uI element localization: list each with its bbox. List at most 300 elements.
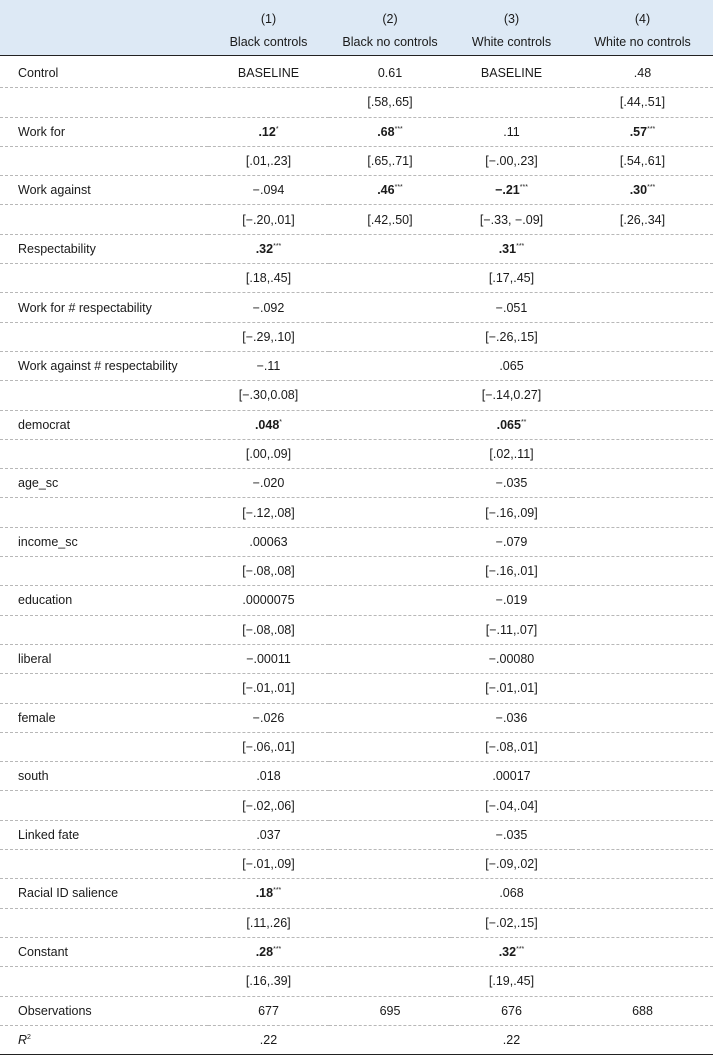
table-cell (451, 937, 572, 966)
table-cell (451, 762, 572, 791)
cell-value: .065 (499, 359, 524, 374)
cell-value: .00017 (492, 769, 531, 784)
row-label (0, 908, 208, 937)
table-cell (329, 967, 451, 996)
table-cell (329, 615, 451, 644)
col-number: (1) (208, 0, 329, 28)
coef-value-bold: .30 (629, 183, 648, 198)
ci-row (0, 146, 713, 175)
cell-value: .11 (503, 124, 520, 139)
row-label: south (0, 762, 208, 791)
table-cell (572, 234, 713, 263)
table-cell (208, 146, 329, 175)
table-cell (572, 967, 713, 996)
cell-value: −.094 (252, 183, 285, 198)
table-cell (208, 615, 329, 644)
col-number: (4) (572, 0, 713, 28)
cell-value: [.26,.34] (619, 212, 666, 227)
cell-value: [−.11,.07] (485, 622, 538, 637)
table-cell (572, 56, 713, 88)
table-cell (208, 674, 329, 703)
table-cell (329, 264, 451, 293)
table-cell (572, 879, 713, 908)
coef-value-bold: .31 (498, 241, 517, 256)
table-cell (208, 56, 329, 88)
table-cell (572, 674, 713, 703)
table-cell (451, 264, 572, 293)
ci-row (0, 88, 713, 117)
coef-value-bold: .57 (629, 124, 648, 139)
table-cell (572, 146, 713, 175)
col-number: (3) (451, 0, 572, 28)
table-cell (451, 967, 572, 996)
cell-value: [.54,.61] (619, 154, 666, 169)
cell-value: [.58,.65] (367, 95, 413, 110)
cell-value: [−.00,.23] (485, 154, 538, 169)
table-row (0, 762, 713, 791)
table-cell (208, 850, 329, 879)
row-label: Respectability (0, 234, 208, 263)
cell-value: [−.02,.06] (242, 798, 295, 813)
table-cell (208, 791, 329, 820)
table-cell (329, 381, 451, 410)
cell-value: [−.16,.09] (485, 505, 538, 520)
header-row-numbers (0, 0, 713, 28)
table-cell (208, 176, 329, 205)
table-cell (451, 351, 572, 380)
table-row (0, 293, 713, 322)
significance-stars: *** (516, 242, 525, 250)
cell-value: [.18,.45] (245, 271, 292, 286)
table-cell (329, 439, 451, 468)
table-cell (451, 615, 572, 644)
table-cell (329, 674, 451, 703)
cell-value: −.092 (252, 300, 285, 315)
cell-value: [−.26,.15] (485, 329, 538, 344)
table-cell (329, 234, 451, 263)
table-cell (329, 908, 451, 937)
significance-stars: *** (516, 945, 525, 953)
table-cell (451, 850, 572, 879)
row-label (0, 88, 208, 117)
table-cell (451, 117, 572, 146)
table-cell (208, 996, 329, 1025)
cell-value: [−.09,.02] (485, 857, 538, 872)
cell-value: [−.16,.01] (485, 564, 538, 579)
table-cell (451, 205, 572, 234)
table-row (0, 644, 713, 673)
table-cell (208, 439, 329, 468)
cell-value: [.16,.39] (245, 974, 292, 989)
table-cell (451, 469, 572, 498)
table-cell (451, 557, 572, 586)
table-cell (208, 937, 329, 966)
table-cell (208, 205, 329, 234)
table-cell (451, 88, 572, 117)
significance-stars: *** (273, 945, 282, 953)
table-cell (572, 557, 713, 586)
table-cell (329, 117, 451, 146)
table-cell: .22 (208, 1025, 329, 1054)
table-cell (329, 557, 451, 586)
table-cell (451, 293, 572, 322)
table-row (0, 879, 713, 908)
significance-stars: * (279, 418, 283, 426)
table-cell (451, 908, 572, 937)
cell-value: −.036 (495, 710, 528, 725)
cell-value: [−.12,.08] (242, 505, 295, 520)
table-cell (572, 293, 713, 322)
table-cell (451, 644, 572, 673)
ci-row (0, 205, 713, 234)
cell-value: 0.61 (377, 66, 403, 81)
table-cell (208, 879, 329, 908)
significance-stars: *** (519, 184, 528, 192)
table-cell (572, 88, 713, 117)
row-label: Racial ID salience (0, 879, 208, 908)
cell-value: [.42,.50] (367, 212, 413, 227)
table-cell (208, 967, 329, 996)
table-cell (329, 644, 451, 673)
coef-value-bold: .32 (498, 945, 517, 960)
table-row (0, 937, 713, 966)
ci-row (0, 264, 713, 293)
cell-value: .068 (499, 886, 524, 901)
table-cell (572, 850, 713, 879)
table-cell (572, 264, 713, 293)
table-cell (208, 908, 329, 937)
table-cell (572, 381, 713, 410)
cell-value: [−.14,0.27] (481, 388, 542, 403)
cell-value: .00063 (249, 534, 288, 549)
cell-value: [−.29,.10] (242, 329, 295, 344)
table-cell (572, 410, 713, 439)
row-label: Work for # respectability (0, 293, 208, 322)
row-label (0, 498, 208, 527)
col-number: (2) (329, 0, 451, 28)
table-cell (208, 351, 329, 380)
table-cell (572, 644, 713, 673)
table-cell (208, 234, 329, 263)
table-cell (329, 937, 451, 966)
table-cell (329, 996, 451, 1025)
table-cell (208, 322, 329, 351)
cell-value: [−.20,.01] (242, 212, 295, 227)
row-label: Work against (0, 176, 208, 205)
table-cell (451, 381, 572, 410)
ci-row (0, 791, 713, 820)
significance-stars: *** (394, 125, 403, 133)
table-cell (572, 117, 713, 146)
table-row (0, 351, 713, 380)
table-row (0, 586, 713, 615)
cell-value: .018 (256, 769, 281, 784)
table-cell (208, 703, 329, 732)
row-label: age_sc (0, 469, 208, 498)
table-cell (208, 498, 329, 527)
table-cell (572, 527, 713, 556)
cell-value: −.035 (495, 476, 528, 491)
table-cell (329, 703, 451, 732)
table-row (0, 234, 713, 263)
row-label: Constant (0, 937, 208, 966)
table-cell (329, 410, 451, 439)
row-label: Control (0, 56, 208, 88)
coef-value-bold: .065 (496, 417, 521, 432)
cell-value: 677 (258, 1003, 279, 1018)
row-label (0, 1025, 208, 1054)
table-cell (572, 615, 713, 644)
table-cell (208, 410, 329, 439)
table-cell (329, 56, 451, 88)
table-cell (451, 703, 572, 732)
table-cell (329, 469, 451, 498)
row-label (0, 322, 208, 351)
cell-value: [.11,.26] (246, 915, 291, 930)
coef-value-bold: .048 (254, 417, 280, 432)
row-label (0, 850, 208, 879)
header-corner (0, 28, 208, 56)
row-label (0, 674, 208, 703)
table-cell (329, 322, 451, 351)
table-header (0, 0, 713, 56)
table-cell (451, 820, 572, 849)
table-cell (329, 1025, 451, 1054)
table-cell (208, 381, 329, 410)
table-row (0, 527, 713, 556)
table-cell (572, 176, 713, 205)
table-cell (572, 996, 713, 1025)
coef-value-bold: −.21 (495, 183, 520, 198)
cell-value: [−.01,.01] (485, 681, 538, 696)
cell-value: [−.02,.15] (485, 915, 538, 930)
table-cell (329, 527, 451, 556)
table-cell (329, 586, 451, 615)
cell-value: [.02,.11] (489, 447, 534, 461)
row-label: female (0, 703, 208, 732)
coef-value-bold: .28 (255, 945, 274, 960)
ci-row (0, 615, 713, 644)
table-cell (451, 410, 572, 439)
table-cell (208, 557, 329, 586)
table-cell (451, 732, 572, 761)
cell-value: [−.01,.01] (242, 681, 295, 696)
table-cell (329, 762, 451, 791)
table-cell (451, 498, 572, 527)
row-label: Linked fate (0, 820, 208, 849)
table-cell (329, 791, 451, 820)
cell-value: BASELINE (480, 66, 543, 81)
table-cell (572, 439, 713, 468)
coef-value-bold: .32 (255, 241, 274, 256)
cell-value: [.44,.51] (619, 95, 666, 110)
row-label: income_sc (0, 527, 208, 556)
table-cell (208, 732, 329, 761)
table-cell (572, 791, 713, 820)
table-cell (572, 1025, 713, 1054)
cell-value: [.00,.09] (245, 447, 292, 461)
table-cell (208, 762, 329, 791)
header-corner (0, 0, 208, 28)
table-cell (208, 264, 329, 293)
table-cell (208, 586, 329, 615)
table-cell (572, 703, 713, 732)
table-row (0, 703, 713, 732)
significance-stars: *** (647, 125, 656, 133)
cell-value: 695 (379, 1003, 401, 1018)
row-label: liberal (0, 644, 208, 673)
table-cell (451, 439, 572, 468)
table-body (0, 56, 713, 1055)
ci-row (0, 967, 713, 996)
cell-value: [−.33, −.09] (479, 212, 544, 227)
significance-stars: *** (273, 887, 282, 895)
table-cell (208, 117, 329, 146)
cell-value: [−.04,.04] (485, 798, 538, 813)
row-label: Work against # respectability (0, 351, 208, 380)
ci-row (0, 908, 713, 937)
table-cell (208, 820, 329, 849)
table-cell (208, 527, 329, 556)
col-name: White no controls (572, 28, 713, 56)
table-cell (572, 498, 713, 527)
row-label (0, 205, 208, 234)
cell-value: −.020 (252, 476, 285, 491)
significance-stars: * (275, 125, 279, 133)
table-cell (572, 820, 713, 849)
table-cell (451, 176, 572, 205)
table-cell (572, 732, 713, 761)
row-label (0, 557, 208, 586)
row-label: democrat (0, 410, 208, 439)
ci-row (0, 498, 713, 527)
cell-value: [.01,.23] (245, 154, 292, 169)
significance-stars: *** (647, 184, 656, 192)
ci-row (0, 439, 713, 468)
table-cell (451, 56, 572, 88)
cell-value: [−.06,.01] (242, 739, 295, 754)
table-cell (329, 732, 451, 761)
row-label: Observations (0, 996, 208, 1025)
table-cell (208, 88, 329, 117)
row-label (0, 439, 208, 468)
ci-row (0, 557, 713, 586)
cell-value: BASELINE (237, 66, 300, 81)
table-cell (208, 644, 329, 673)
coef-value-bold: .18 (255, 886, 274, 901)
table-cell (451, 791, 572, 820)
ci-row (0, 732, 713, 761)
cell-value: [.19,.45] (488, 974, 535, 989)
table-cell (451, 322, 572, 351)
cell-value: .48 (633, 66, 652, 81)
table-cell (451, 996, 572, 1025)
significance-stars: *** (394, 184, 403, 192)
table-cell (329, 351, 451, 380)
table-row (0, 117, 713, 146)
col-name: Black controls (208, 28, 329, 56)
table-cell (451, 674, 572, 703)
row-label (0, 264, 208, 293)
table-cell (329, 205, 451, 234)
cell-value: −.11 (256, 359, 281, 374)
table-cell (329, 498, 451, 527)
table-cell (329, 293, 451, 322)
rsq-row (0, 1025, 713, 1054)
table-row (0, 56, 713, 88)
row-label: Work for (0, 117, 208, 146)
cell-value: [.17,.45] (488, 271, 535, 286)
table-row (0, 996, 713, 1025)
table-cell (329, 176, 451, 205)
cell-value: −.051 (495, 300, 528, 315)
cell-value: [−.30,0.08] (238, 388, 299, 403)
table-cell (208, 469, 329, 498)
row-label (0, 791, 208, 820)
rsq-letter: R (18, 1032, 28, 1047)
table-cell (572, 586, 713, 615)
significance-stars: *** (273, 242, 282, 250)
table-cell (208, 293, 329, 322)
table-cell (329, 88, 451, 117)
significance-stars: ** (520, 418, 527, 426)
row-label (0, 615, 208, 644)
table-cell (451, 146, 572, 175)
cell-value: −.035 (495, 827, 528, 842)
rsq-exponent: 2 (27, 1033, 31, 1041)
coef-value-bold: .68 (377, 124, 395, 139)
table-cell (451, 234, 572, 263)
table-cell (329, 850, 451, 879)
table-row (0, 410, 713, 439)
ci-row (0, 850, 713, 879)
table-cell (572, 205, 713, 234)
table-cell (572, 351, 713, 380)
row-label (0, 146, 208, 175)
table-cell (572, 469, 713, 498)
cell-value: −.079 (495, 534, 528, 549)
cell-value: 688 (632, 1003, 653, 1018)
table-cell (572, 762, 713, 791)
row-label: education (0, 586, 208, 615)
table-cell (451, 586, 572, 615)
cell-value: 676 (501, 1003, 522, 1018)
ci-row (0, 322, 713, 351)
ci-row (0, 674, 713, 703)
col-name: Black no controls (329, 28, 451, 56)
table-cell (329, 879, 451, 908)
table-row (0, 820, 713, 849)
col-name: White controls (451, 28, 572, 56)
row-label (0, 967, 208, 996)
table-row (0, 469, 713, 498)
row-label (0, 381, 208, 410)
table-cell (329, 820, 451, 849)
cell-value: [−.08,.01] (485, 739, 538, 754)
table-row (0, 176, 713, 205)
table-cell (451, 527, 572, 556)
row-label (0, 732, 208, 761)
cell-value: −.00080 (488, 652, 535, 667)
coef-value-bold: .46 (377, 183, 395, 198)
header-row-names (0, 28, 713, 56)
cell-value: −.026 (252, 710, 285, 725)
table-cell (572, 322, 713, 351)
cell-value: [−.08,.08] (242, 564, 295, 579)
table-cell (572, 937, 713, 966)
ci-row (0, 381, 713, 410)
table-cell (572, 908, 713, 937)
